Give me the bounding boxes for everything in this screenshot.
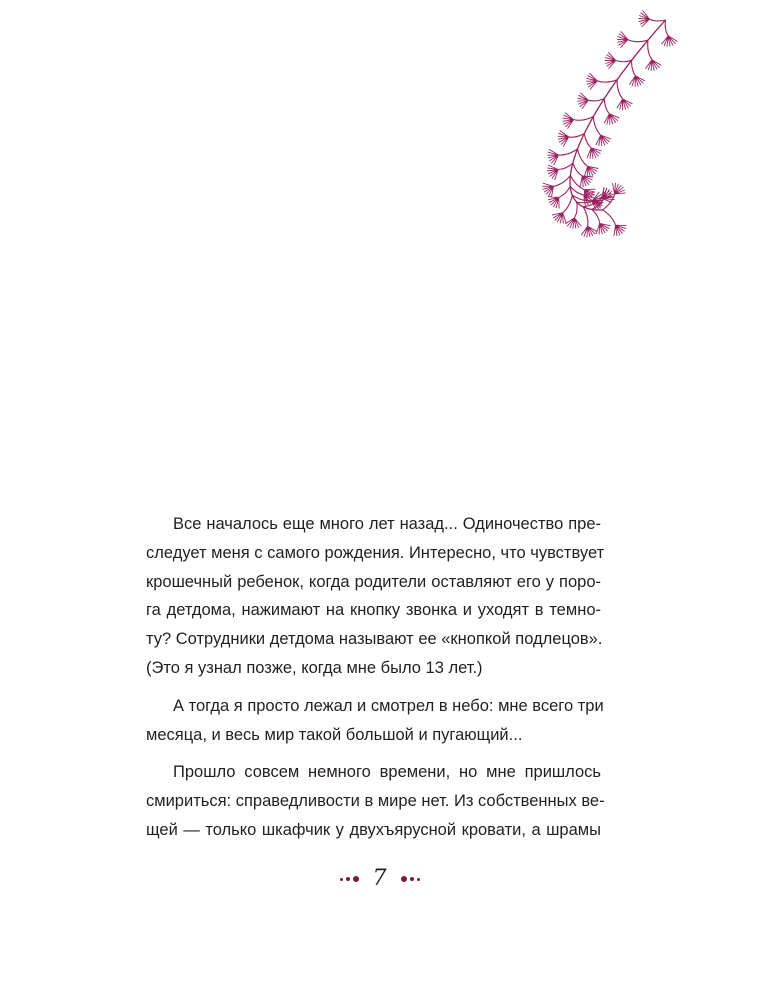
paragraph-3 [146, 758, 605, 844]
text-line: А тогда я просто лежал и смотрел в небо: мне всего три [173, 696, 604, 715]
page-footer [0, 864, 759, 894]
page-number: 7 [372, 866, 387, 891]
text-line: месяца, и весь мир такой большой и пугающий... [146, 725, 523, 744]
text-line: Все началось еще много лет назад... Одиночество пре- [173, 515, 601, 533]
text-line: Прошло совсем немного времени, но мне пришлось [173, 763, 601, 782]
dots-left-icon [340, 876, 359, 882]
text-line: следует меня с самого рождения. Интересно, что чувствует [146, 543, 605, 562]
text-line: (Это я узнал позже, когда мне было 13 лет.) [146, 658, 483, 677]
paragraph-1 [146, 510, 605, 683]
dots-right-icon [401, 876, 420, 882]
paragraph-2 [146, 692, 604, 750]
body-text [146, 510, 605, 854]
text-line: смириться: справедливости в мире нет. Из собственных ве- [146, 792, 605, 811]
text-line: щей — только шкафчик у двухъярусной кровати, а шрамы [146, 820, 601, 839]
text-line: крошечный ребенок, когда родители оставляют его у поро- [146, 572, 601, 591]
dandelion-wreath-icon [500, 0, 759, 250]
text-line: ту? Сотрудники детдома называют ее «кнопкой подлецов». [146, 630, 603, 649]
text-line: га детдома, нажимают на кнопку звонка и уходят в темно- [146, 601, 601, 620]
